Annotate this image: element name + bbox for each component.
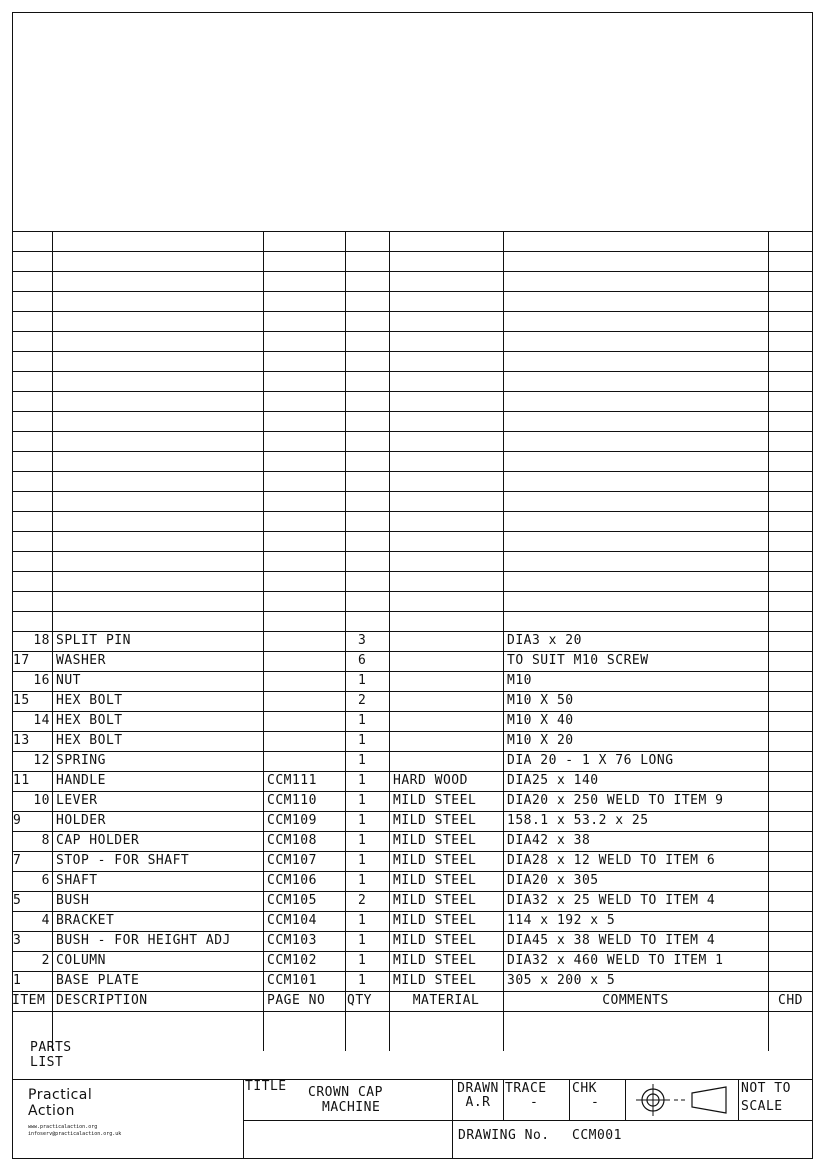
part-description: HEX BOLT [56, 733, 123, 748]
drawing-number: CCM001 [572, 1128, 622, 1143]
comments: DIA20 x 250 WELD TO ITEM 9 [507, 793, 724, 808]
table-row-line [12, 251, 813, 252]
header-material: MATERIAL [412, 993, 480, 1008]
material: MILD STEEL [393, 973, 477, 988]
quantity: 1 [358, 733, 367, 748]
part-description: BUSH [56, 893, 90, 908]
table-column-line [768, 231, 769, 1051]
quantity: 1 [358, 813, 367, 828]
table-row-line [12, 811, 813, 812]
table-row-line [12, 771, 813, 772]
item-number: 2 [41, 953, 50, 968]
header-page-no: PAGE NO [267, 993, 326, 1008]
item-number: 10 [33, 793, 50, 808]
table-row-line [12, 791, 813, 792]
quantity: 2 [358, 693, 367, 708]
page-number: CCM106 [267, 873, 317, 888]
table-row-line [12, 611, 813, 612]
item-number: 5 [13, 893, 22, 908]
quantity: 1 [358, 773, 367, 788]
item-number: 3 [13, 933, 22, 948]
comments: M10 X 50 [507, 693, 574, 708]
quantity: 1 [358, 853, 367, 868]
page-number: CCM102 [267, 953, 317, 968]
part-description: SPLIT PIN [56, 633, 131, 648]
part-description: SPRING [56, 753, 106, 768]
comments: M10 X 20 [507, 733, 574, 748]
title-block-row-line [452, 1120, 813, 1121]
part-description: STOP - FOR SHAFT [56, 853, 190, 868]
item-number: 18 [33, 633, 50, 648]
comments: DIA25 x 140 [507, 773, 599, 788]
quantity: 1 [358, 973, 367, 988]
part-description: HANDLE [56, 773, 106, 788]
table-row-line [12, 891, 813, 892]
item-number: 12 [33, 753, 50, 768]
material: MILD STEEL [393, 933, 477, 948]
title-block-divider [569, 1079, 570, 1120]
table-row-line [12, 391, 813, 392]
page-number: CCM108 [267, 833, 317, 848]
table-row-line [12, 511, 813, 512]
parts-list-caption: LIST [30, 1055, 64, 1070]
table-row-line [12, 711, 813, 712]
item-number: 17 [13, 653, 30, 668]
comments: 114 x 192 x 5 [507, 913, 616, 928]
part-description: CAP HOLDER [56, 833, 140, 848]
projection-frustum [692, 1087, 726, 1113]
table-row-line [12, 851, 813, 852]
trace-value: - [530, 1095, 539, 1110]
material: MILD STEEL [393, 853, 477, 868]
item-number: 11 [13, 773, 30, 788]
scale-note: SCALE [741, 1099, 783, 1114]
table-row-line [12, 751, 813, 752]
table-row-line [12, 231, 813, 232]
part-description: HEX BOLT [56, 713, 123, 728]
material: MILD STEEL [393, 873, 477, 888]
part-description: BUSH - FOR HEIGHT ADJ [56, 933, 231, 948]
table-row-line [12, 931, 813, 932]
table-row-line [12, 951, 813, 952]
material: MILD STEEL [393, 793, 477, 808]
title-block-divider [738, 1079, 739, 1120]
table-row-line [12, 991, 813, 992]
title-block-top-line [12, 1079, 813, 1080]
chk-label: CHK [572, 1081, 597, 1096]
table-row-line [12, 551, 813, 552]
table-row-line [12, 371, 813, 372]
comments: M10 X 40 [507, 713, 574, 728]
material: MILD STEEL [393, 833, 477, 848]
drawn-label: DRAWN [457, 1081, 499, 1096]
material: MILD STEEL [393, 913, 477, 928]
quantity: 6 [358, 653, 367, 668]
table-row-line [12, 591, 813, 592]
quantity: 1 [358, 753, 367, 768]
part-description: HOLDER [56, 813, 106, 828]
drawing-number-label: DRAWING No. [458, 1128, 550, 1143]
part-description: BASE PLATE [56, 973, 140, 988]
title-block-row-line [243, 1120, 452, 1121]
table-row-line [12, 311, 813, 312]
table-row-line [12, 451, 813, 452]
item-number: 13 [13, 733, 30, 748]
quantity: 1 [358, 953, 367, 968]
title-block-divider [625, 1079, 626, 1120]
comments: M10 [507, 673, 532, 688]
part-description: LEVER [56, 793, 98, 808]
trace-label: TRACE [505, 1081, 547, 1096]
comments: DIA32 x 25 WELD TO ITEM 4 [507, 893, 716, 908]
page-number: CCM107 [267, 853, 317, 868]
comments: DIA 20 - 1 X 76 LONG [507, 753, 674, 768]
item-number: 1 [13, 973, 22, 988]
comments: DIA3 x 20 [507, 633, 582, 648]
drawing-title: CROWN CAP [308, 1085, 383, 1100]
table-row-line [12, 671, 813, 672]
page-number: CCM105 [267, 893, 317, 908]
drawing-title: MACHINE [322, 1100, 381, 1115]
parts-list-caption: PARTS [30, 1040, 72, 1055]
table-row-line [12, 471, 813, 472]
item-number: 9 [13, 813, 22, 828]
table-row-line [12, 831, 813, 832]
title-label: TITLE [245, 1079, 287, 1094]
page-number: CCM103 [267, 933, 317, 948]
part-description: SHAFT [56, 873, 98, 888]
table-column-line [503, 231, 504, 1051]
header-description: DESCRIPTION [56, 993, 148, 1008]
table-row-line [12, 731, 813, 732]
comments: 158.1 x 53.2 x 25 [507, 813, 649, 828]
table-row-line [12, 1011, 813, 1012]
table-row-line [12, 431, 813, 432]
comments: TO SUIT M10 SCREW [507, 653, 649, 668]
organisation-email: infoserv@practicalaction.org.uk [28, 1131, 122, 1137]
header-chd: CHD [778, 993, 803, 1008]
comments: DIA32 x 460 WELD TO ITEM 1 [507, 953, 724, 968]
drawn-value: A.R [465, 1095, 491, 1110]
page-number: CCM111 [267, 773, 317, 788]
header-item: ITEM [12, 993, 46, 1008]
table-row-line [12, 351, 813, 352]
organisation-website: www.practicalaction.org [28, 1124, 98, 1130]
material: MILD STEEL [393, 953, 477, 968]
table-row-line [12, 291, 813, 292]
table-column-line [52, 231, 53, 1051]
page-number: CCM104 [267, 913, 317, 928]
page-number: CCM101 [267, 973, 317, 988]
table-row-line [12, 491, 813, 492]
title-block-divider [503, 1079, 504, 1120]
material: MILD STEEL [393, 813, 477, 828]
item-number: 4 [41, 913, 50, 928]
scale-note: NOT TO [741, 1081, 791, 1096]
comments: DIA42 x 38 [507, 833, 591, 848]
table-column-line [263, 231, 264, 1051]
header-qty: QTY [347, 993, 372, 1008]
table-row-line [12, 411, 813, 412]
table-row-line [12, 871, 813, 872]
quantity: 1 [358, 913, 367, 928]
table-column-line [345, 231, 346, 1051]
material: HARD WOOD [393, 773, 468, 788]
header-comments: COMMENTS [602, 993, 669, 1008]
quantity: 1 [358, 793, 367, 808]
table-row-line [12, 271, 813, 272]
item-number: 14 [33, 713, 50, 728]
table-row-line [12, 971, 813, 972]
quantity: 1 [358, 673, 367, 688]
table-row-line [12, 631, 813, 632]
table-row-line [12, 571, 813, 572]
quantity: 1 [358, 713, 367, 728]
page-number: CCM109 [267, 813, 317, 828]
quantity: 1 [358, 933, 367, 948]
part-description: WASHER [56, 653, 106, 668]
table-row-line [12, 911, 813, 912]
quantity: 2 [358, 893, 367, 908]
chk-value: - [591, 1095, 600, 1110]
part-description: COLUMN [56, 953, 106, 968]
comments: DIA20 x 305 [507, 873, 599, 888]
table-row-line [12, 651, 813, 652]
quantity: 3 [358, 633, 367, 648]
table-row-line [12, 691, 813, 692]
table-column-line [389, 231, 390, 1051]
comments: 305 x 200 x 5 [507, 973, 616, 988]
organisation-name: Practical [28, 1087, 93, 1103]
part-description: NUT [56, 673, 81, 688]
page-number: CCM110 [267, 793, 317, 808]
quantity: 1 [358, 833, 367, 848]
title-block-divider [243, 1079, 244, 1159]
item-number: 6 [41, 873, 50, 888]
table-row-line [12, 331, 813, 332]
quantity: 1 [358, 873, 367, 888]
part-description: BRACKET [56, 913, 115, 928]
comments: DIA45 x 38 WELD TO ITEM 4 [507, 933, 716, 948]
organisation-name: Action [28, 1103, 75, 1119]
comments: DIA28 x 12 WELD TO ITEM 6 [507, 853, 716, 868]
item-number: 16 [33, 673, 50, 688]
item-number: 7 [13, 853, 22, 868]
material: MILD STEEL [393, 893, 477, 908]
item-number: 8 [41, 833, 50, 848]
item-number: 15 [13, 693, 30, 708]
third-angle-projection-icon [628, 1081, 738, 1119]
table-row-line [12, 531, 813, 532]
part-description: HEX BOLT [56, 693, 123, 708]
